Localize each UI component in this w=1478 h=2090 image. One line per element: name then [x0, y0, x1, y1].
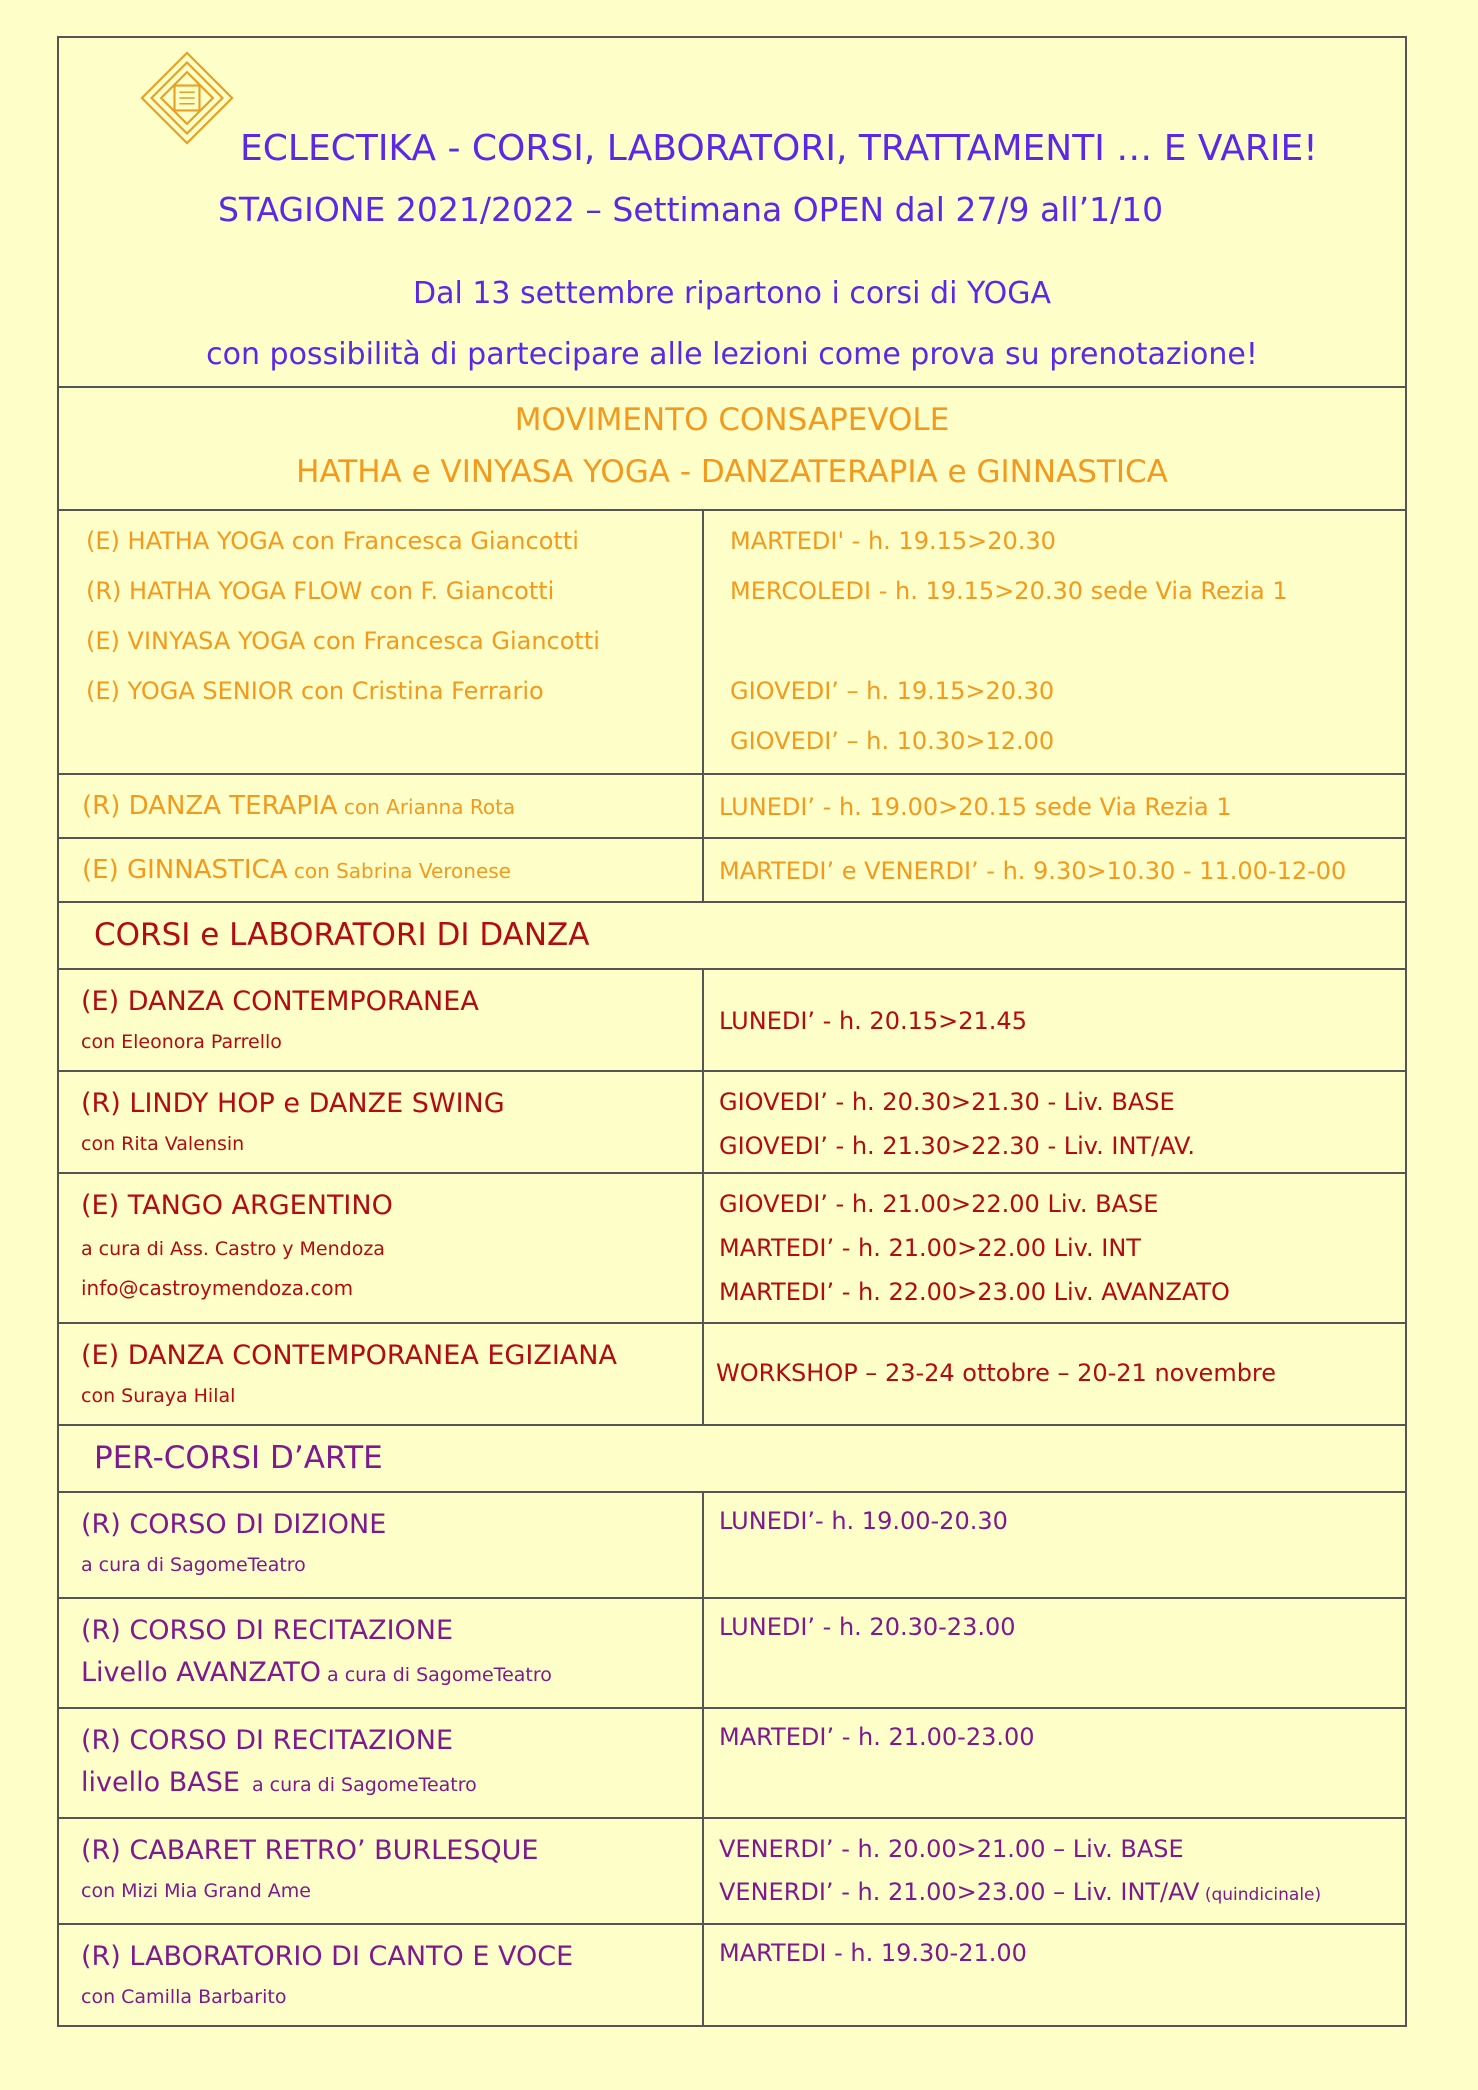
course-yoga-senior: (E) YOGA SENIOR con Cristina Ferrario: [86, 677, 544, 705]
schedule-note: (quindicinale): [1199, 1885, 1322, 1905]
course-title: (E) DANZA CONTEMPORANEA EGIZIANA: [81, 1340, 617, 1371]
course-organizer: a cura di Ass. Castro y Mendoza: [81, 1238, 385, 1260]
course-schedule: WORKSHOP – 23-24 ottobre – 20-21 novembre: [716, 1359, 1277, 1387]
course-schedule: [719, 1878, 1321, 1906]
schedule-senior: GIOVEDI’ – h. 10.30>12.00: [730, 727, 1055, 755]
course-title: (R) DANZA TERAPIA: [82, 791, 338, 821]
course-title: (R) LINDY HOP e DANZE SWING: [81, 1088, 505, 1119]
canto-row: [59, 1925, 1405, 2025]
course-schedule: GIOVEDI’ - h. 21.30>22.30 - Liv. INT/AV.: [719, 1132, 1195, 1160]
course-danza-terapia: [82, 791, 515, 821]
level-label: Livello AVANZATO: [81, 1657, 322, 1688]
level-label: livello BASE: [81, 1767, 240, 1798]
schedule-hatha: MARTEDI' - h. 19.15>20.30: [730, 527, 1056, 555]
schedule-flow: MERCOLEDI - h. 19.15>20.30 sede Via Rezia 1: [730, 577, 1288, 605]
course-schedule: MARTEDI’ - h. 21.00-23.00: [719, 1723, 1035, 1751]
ginnastica-row: [59, 839, 1405, 903]
course-hatha-yoga: (E) HATHA YOGA con Francesca Giancotti: [86, 527, 579, 555]
course-title: (R) CABARET RETRO’ BURLESQUE: [81, 1835, 539, 1866]
brand-name: ECLECTIKA -: [240, 128, 472, 169]
yoga-courses: [59, 511, 1405, 775]
yoga-announcement: Dal 13 settembre ripartono i corsi di YOGA: [412, 276, 1052, 311]
course-organizer: a cura di SagomeTeatro: [321, 1664, 552, 1686]
trial-announcement: con possibilità di partecipare alle lezioni come prova su prenotazione!: [206, 337, 1258, 372]
danza-heading-row: [59, 903, 1405, 970]
season-title: STAGIONE 2021/2022 – Settimana OPEN dal 27/9 all’1/10: [218, 190, 1164, 229]
section-heading: CORSI e LABORATORI DI DANZA: [94, 917, 590, 953]
section-heading: MOVIMENTO CONSAPEVOLE: [514, 402, 950, 438]
title-line-1: [240, 128, 1318, 169]
course-title: (E) DANZA CONTEMPORANEA: [81, 986, 479, 1017]
course-hatha-flow: (R) HATHA YOGA FLOW con F. Giancotti: [86, 577, 555, 605]
course-teacher: con Eleonora Parrello: [81, 1031, 282, 1053]
course-level: [81, 1657, 552, 1688]
section-heading: PER-CORSI D’ARTE: [94, 1440, 383, 1476]
cabaret-row: [59, 1819, 1405, 1925]
schedule-ginnastica: MARTEDI’ e VENERDI’ - h. 9.30>10.30 - 11.00-12-00: [719, 857, 1347, 885]
course-title: (E) GINNASTICA: [82, 855, 288, 885]
course-schedule: LUNEDI’ - h. 20.15>21.45: [719, 1007, 1027, 1035]
yoga-schedule-list: [704, 511, 1405, 773]
lindy-hop-row: [59, 1072, 1405, 1174]
flyer: [57, 36, 1407, 2027]
course-level: [81, 1767, 477, 1798]
course-teacher: con Rita Valensin: [81, 1133, 245, 1155]
course-title: (E) TANGO ARGENTINO: [81, 1190, 393, 1221]
yoga-course-list: [59, 511, 704, 773]
course-title: (R) CORSO DI RECITAZIONE: [81, 1615, 454, 1646]
course-schedule: MARTEDI’ - h. 21.00>22.00 Liv. INT: [719, 1234, 1141, 1262]
tango-row: [59, 1174, 1405, 1324]
course-teacher: con Camilla Barbarito: [81, 1986, 287, 2008]
schedule-danza-terapia: LUNEDI’ - h. 19.00>20.15 sede Via Rezia 1: [719, 793, 1232, 821]
course-organizer: a cura di SagomeTeatro: [239, 1774, 477, 1796]
danza-terapia-row: [59, 775, 1405, 839]
contact-email[interactable]: info@castroymendoza.com: [81, 1276, 354, 1300]
course-teacher: con Mizi Mia Grand Ame: [81, 1880, 311, 1902]
danza-contemporanea-row: [59, 970, 1405, 1072]
course-ginnastica: [82, 855, 511, 885]
schedule-vinyasa: GIOVEDI’ – h. 19.15>20.30: [730, 677, 1055, 705]
course-schedule: GIOVEDI’ - h. 20.30>21.30 - Liv. BASE: [719, 1088, 1175, 1116]
arte-heading-row: [59, 1426, 1405, 1493]
schedule-text: VENERDI’ - h. 21.00>23.00 – Liv. INT/AV: [719, 1878, 1200, 1906]
course-teacher: con Suraya Hilal: [81, 1385, 236, 1407]
course-schedule: LUNEDI’ - h. 20.30-23.00: [719, 1613, 1016, 1641]
course-vinyasa: (E) VINYASA YOGA con Francesca Giancotti: [86, 627, 600, 655]
course-title: (R) LABORATORIO DI CANTO E VOCE: [81, 1941, 574, 1972]
recitazione-base-row: [59, 1709, 1405, 1819]
eclectika-logo: [139, 50, 235, 146]
title-subtitle: CORSI, LABORATORI, TRATTAMENTI … E VARIE!: [471, 128, 1318, 169]
course-title: (R) CORSO DI DIZIONE: [81, 1509, 387, 1540]
course-schedule: MARTEDI - h. 19.30-21.00: [719, 1939, 1027, 1967]
danza-egiziana-row: [59, 1324, 1405, 1426]
dizione-row: [59, 1493, 1405, 1599]
course-teacher: con Sabrina Veronese: [287, 859, 511, 883]
movimento-heading: [59, 388, 1405, 511]
recitazione-avanzato-row: [59, 1599, 1405, 1709]
course-schedule: GIOVEDI’ - h. 21.00>22.00 Liv. BASE: [719, 1190, 1159, 1218]
course-schedule: MARTEDI’ - h. 22.00>23.00 Liv. AVANZATO: [719, 1278, 1230, 1306]
course-schedule: LUNEDI’- h. 19.00-20.30: [719, 1507, 1008, 1535]
course-schedule: VENERDI’ - h. 20.00>21.00 – Liv. BASE: [719, 1835, 1184, 1863]
course-title: (R) CORSO DI RECITAZIONE: [81, 1725, 454, 1756]
course-organizer: a cura di SagomeTeatro: [81, 1554, 306, 1576]
section-subheading: HATHA e VINYASA YOGA - DANZATERAPIA e GINNASTICA: [296, 454, 1168, 490]
header: [59, 38, 1405, 388]
course-teacher: con Arianna Rota: [337, 795, 516, 819]
